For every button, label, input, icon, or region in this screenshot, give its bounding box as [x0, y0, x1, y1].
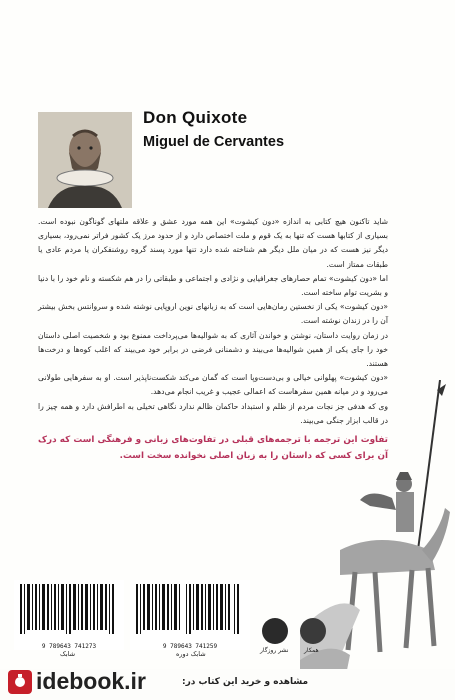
isbn-barcode: [14, 580, 124, 650]
book-title: Don Quixote: [143, 108, 248, 127]
paragraph: وی که هدفی جز نجات مردم از ظلم و استبداد حاکمان ظالم ندارد نگاهی تخیلی به اطرافش دارد و همه چیز را در قالب ابزار جنگی می‌بیند.: [38, 401, 388, 425]
set-isbn-label: شابک دوره: [176, 650, 206, 658]
paragraph: شاید تاکنون هیچ کتابی به اندازه «دون کیشوت» این همه مورد عشق و علاقه ملتهای گوناگون نبوده است. بسیاری از کتابها هست که تنها به یک قوم و ملت اختصاص دارد و از حدود مرز یک کشور فراتر نمی‌رود، بسیاری دیگر نیز هست که در میان ملل دیگر هم شناخته شده دارد تنها مورد پسند گروه روشنفکران یا مردم عادی یا طبقات ممتاز است.: [38, 217, 388, 269]
author-name: Miguel de Cervantes: [143, 134, 285, 150]
publisher-label: نشر روزگار: [260, 647, 289, 654]
isbn-label: شابک: [60, 650, 76, 658]
paragraph: اما «دون کیشوت» تمام حصارهای جغرافیایی و نژادی و اجتماعی و طبقاتی را در هم شکسته و نام خود را با دنیا و بشریت توام ساخته است.: [38, 273, 388, 298]
paragraph: «دون کیشوت» پهلوانی خیالی و بی‌دست‌وپا است که گمان می‌کند شکست‌ناپذیر است. او به سفرهایی طولانی می‌رود و در میانه همین سفرهاست که اعمالی عجیب و غریب انجام می‌دهد.: [38, 373, 388, 397]
paragraph: در زمان روایت داستان، نوشتن و خواندن آثاری که به شوالیه‌ها می‌پرداخت ممنوع بود و شخصیت اصلی داستان خود را جای یکی از همین شوالیه‌ها می‌بیند و دشمنانی فرضی در برابر خود می‌بیند که اغلب کوه‌ها و درخت‌ها هستند.: [38, 330, 388, 369]
partner-label: همکار: [304, 647, 319, 654]
publisher-logo-icon: [262, 618, 288, 644]
purchase-cta[interactable]: مشاهده و خرید این کتاب در:: [182, 677, 309, 687]
highlight-text: تفاوت این ترجمه با ترجمه‌های قبلی در تفاوت‌های زبانی و فرهنگی است که درک آن برای کسی که داستان را به زبان اصلی نخوانده سخت است.: [38, 435, 388, 461]
author-portrait: [38, 112, 132, 208]
set-isbn-number: 9 789643 741259: [162, 643, 218, 650]
paragraph: «دون کیشوت» یکی از نخستین رمان‌هایی است که به زبانهای نوین اروپایی نوشته شده و سروانتس بخش بیشتر آن را در زندان نوشته است.: [38, 302, 388, 326]
partner-logo-icon: [300, 618, 326, 644]
idebook-logo-icon: [8, 670, 32, 694]
site-link[interactable]: idebook.ir: [36, 668, 146, 694]
set-isbn-barcode: [130, 580, 250, 650]
isbn-number: 9 789643 741273: [41, 643, 97, 650]
